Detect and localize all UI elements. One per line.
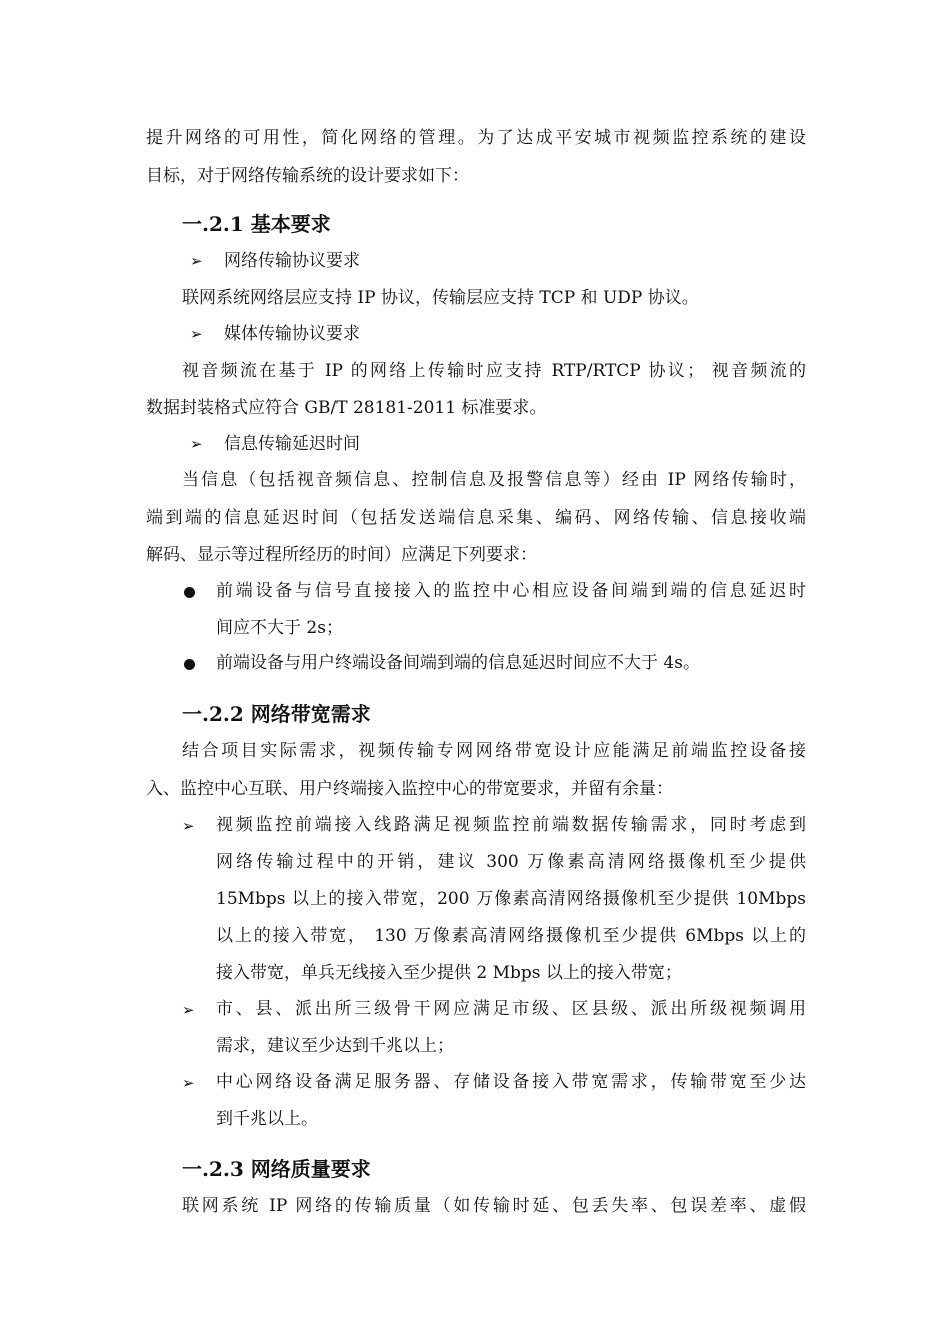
section-heading-2-2: 一.2.2 网络带宽需求 xyxy=(182,702,371,726)
paragraph-line: 入、监控中心互联、用户终端接入监控中心的带宽要求，并留有余量： xyxy=(146,779,673,799)
list-item-line: 15Mbps 以上的接入带宽，200 万像素高清网络摄像机至少提供 10Mbps xyxy=(216,889,806,909)
list-item-line: 网络传输过程中的开销，建议 300 万像素高清网络摄像机至少提供 xyxy=(216,852,806,872)
subheading-label: 信息传输延迟时间 xyxy=(224,434,360,454)
arrow-bullet-icon: ➢ xyxy=(182,1001,195,1019)
bullet-dot-icon xyxy=(184,587,195,598)
subheading-media-protocol xyxy=(190,323,360,345)
arrow-bullet-icon: ➢ xyxy=(190,325,203,343)
bullet-item-line: 前端设备与信号直接接入的监控中心相应设备间端到端的信息延迟时 xyxy=(216,581,806,601)
list-item-line: 接入带宽，单兵无线接入至少提供 2 Mbps 以上的接入带宽； xyxy=(216,963,682,983)
section-heading-2-3: 一.2.3 网络质量要求 xyxy=(182,1157,371,1181)
list-item-line: 市、县、派出所三级骨干网应满足市级、区县级、派出所级视频调用 xyxy=(216,999,806,1019)
list-item-line: 视频监控前端接入线路满足视频监控前端数据传输需求，同时考虑到 xyxy=(216,815,806,835)
list-item-line: 需求，建议至少达到千兆以上； xyxy=(216,1036,454,1056)
list-item-line: 以上的接入带宽， 130 万像素高清网络摄像机至少提供 6Mbps 以上的 xyxy=(216,926,806,946)
paragraph-line: 端到端的信息延迟时间（包括发送端信息采集、编码、网络传输、信息接收端 xyxy=(146,508,806,528)
paragraph-line: 视音频流在基于 IP 的网络上传输时应支持 RTP/RTCP 协议； 视音频流的 xyxy=(182,361,806,381)
paragraph-line: 提升网络的可用性，简化网络的管理。为了达成平安城市视频监控系统的建设 xyxy=(146,128,806,148)
subheading-label: 媒体传输协议要求 xyxy=(224,324,360,344)
paragraph-line: 目标，对于网络传输系统的设计要求如下： xyxy=(146,166,469,186)
paragraph-line: 联网系统网络层应支持 IP 协议，传输层应支持 TCP 和 UDP 协议。 xyxy=(182,288,699,308)
subheading-label: 网络传输协议要求 xyxy=(224,251,360,271)
bullet-item-line: 前端设备与用户终端设备间端到端的信息延迟时间应不大于 4s。 xyxy=(216,653,700,673)
arrow-bullet-icon: ➢ xyxy=(190,252,203,270)
section-heading-2-1: 一.2.1 基本要求 xyxy=(182,212,331,236)
paragraph-line: 结合项目实际需求，视频传输专网网络带宽设计应能满足前端监控设备接 xyxy=(182,741,806,761)
bullet-item-line: 间应不大于 2s； xyxy=(216,618,343,638)
subheading-latency xyxy=(190,433,360,455)
bullet-dot-icon xyxy=(184,659,195,670)
arrow-bullet-icon: ➢ xyxy=(182,817,195,835)
arrow-bullet-icon: ➢ xyxy=(190,435,203,453)
paragraph-line: 联网系统 IP 网络的传输质量（如传输时延、包丢失率、包误差率、虚假 xyxy=(182,1196,806,1216)
list-item-line: 到千兆以上。 xyxy=(216,1109,318,1129)
list-item-line: 中心网络设备满足服务器、存储设备接入带宽需求，传输带宽至少达 xyxy=(216,1072,806,1092)
subheading-network-protocol xyxy=(190,250,360,272)
arrow-bullet-icon: ➢ xyxy=(182,1074,195,1092)
paragraph-line: 当信息（包括视音频信息、控制信息及报警信息等）经由 IP 网络传输时， xyxy=(182,470,806,490)
paragraph-line: 解码、显示等过程所经历的时间）应满足下列要求： xyxy=(146,545,537,565)
paragraph-line: 数据封装格式应符合 GB/T 28181-2011 标准要求。 xyxy=(146,398,547,418)
